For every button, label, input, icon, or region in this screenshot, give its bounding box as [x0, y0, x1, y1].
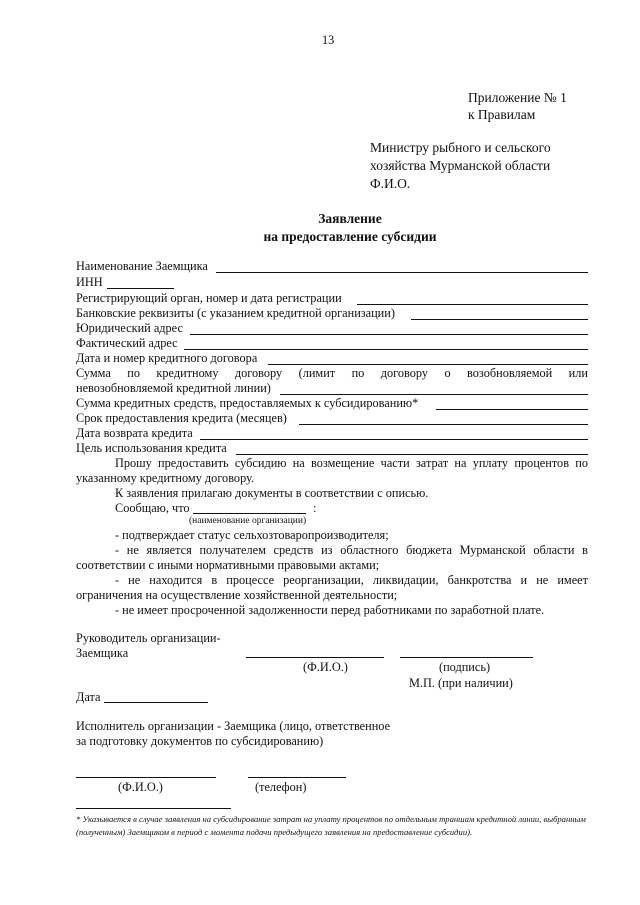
statement-2-cont: соответствии с иными нормативными правовыми актами;: [76, 558, 380, 572]
field-inn-line[interactable]: [107, 288, 174, 289]
request-paragraph: Прошу предоставить субсидию на возмещение части затрат на уплату процентов по: [115, 456, 588, 470]
statement-3: - не находится в процессе реорганизации, ликвидации, банкротства и не имеет: [115, 573, 588, 587]
page-number: 13: [322, 33, 335, 47]
head-signature-caption: (подпись): [439, 660, 491, 674]
field-inn-label: ИНН: [76, 275, 103, 289]
org-name-line[interactable]: [193, 513, 306, 514]
stamp-caption: М.П. (при наличии): [409, 676, 513, 690]
field-borrower-name-line[interactable]: [216, 272, 588, 273]
field-credit-amount-label-2: невозобновляемой кредитной линии): [76, 381, 271, 395]
head-label: Руководитель организации-: [76, 631, 221, 645]
field-bank-label: Банковские реквизиты (с указанием кредитной организации): [76, 306, 395, 320]
executor-fio-caption: (Ф.И.О.): [118, 780, 163, 794]
executor-phone-caption: (телефон): [255, 780, 307, 794]
statement-1: - подтверждает статус сельхозтоваропроизводителя;: [115, 528, 389, 542]
document-title: Заявление: [318, 211, 382, 226]
statement-4: - не имеет просроченной задолженности перед работниками по заработной плате.: [115, 603, 545, 617]
field-subsidized-amount-label: Сумма кредитных средств, предоставляемых к субсидированию*: [76, 396, 419, 410]
appendix-line-1: Приложение № 1: [468, 90, 567, 105]
addressee-line-3: Ф.И.О.: [370, 176, 411, 191]
field-return-date-label: Дата возврата кредита: [76, 426, 193, 440]
date-label: Дата: [76, 690, 101, 704]
statement-2: - не является получателем средств из областного бюджета Мурманской области в: [115, 543, 588, 557]
head-label-2: Заемщика: [76, 646, 129, 660]
addressee-line-1: Министру рыбного и сельского: [370, 140, 551, 155]
executor-label-2: за подготовку документов по субсидированию): [76, 734, 324, 748]
statement-3-cont: ограничения на осуществление хозяйственной деятельности;: [76, 588, 398, 602]
field-subsidized-amount-line[interactable]: [436, 409, 588, 410]
head-signature-line[interactable]: [400, 657, 533, 658]
inform-suffix: :: [313, 501, 317, 515]
addressee-line-2: хозяйства Мурманской области: [370, 158, 551, 173]
executor-label: Исполнитель организации - Заемщика (лицо, ответственное: [76, 719, 391, 733]
field-credit-amount-line[interactable]: [280, 394, 588, 395]
field-return-date-line[interactable]: [200, 439, 588, 440]
attach-text: К заявления прилагаю документы в соответствии с описью.: [115, 486, 429, 500]
field-actual-address-line[interactable]: [184, 349, 588, 350]
request-paragraph-2: указанному кредитному договору.: [76, 471, 255, 485]
executor-fio-line[interactable]: [76, 777, 216, 778]
field-registration-label: Регистрирующий орган, номер и дата регистрации: [76, 291, 342, 305]
field-bank-line[interactable]: [411, 319, 588, 320]
field-legal-address-label: Юридический адрес: [76, 321, 183, 335]
document-subtitle: на предоставление субсидии: [263, 229, 437, 244]
field-purpose-line[interactable]: [236, 454, 588, 455]
field-credit-amount-label: Сумма по кредитному договору (лимит по договору о возобновляемой или: [76, 366, 588, 380]
field-actual-address-label: Фактический адрес: [76, 336, 178, 350]
head-fio-line[interactable]: [246, 657, 384, 658]
field-legal-address-line[interactable]: [190, 334, 588, 335]
appendix-line-2: к Правилам: [468, 107, 536, 122]
footnote-separator: [76, 808, 231, 809]
field-term-line[interactable]: [299, 424, 588, 425]
field-contract-label: Дата и номер кредитного договора: [76, 351, 258, 365]
field-purpose-label: Цель использования кредита: [76, 441, 227, 455]
head-fio-caption: (Ф.И.О.): [303, 660, 348, 674]
inform-prefix: Сообщаю, что: [115, 501, 190, 515]
field-borrower-name-label: Наименование Заемщика: [76, 259, 208, 273]
field-term-label: Срок предоставления кредита (месяцев): [76, 411, 287, 425]
footnote: * Указывается в случае заявления на субсидирование затрат на уплату процентов по отдельным траншам кредитной линии, выбранным (полученным) Заемщиком в период с момента подачи предыдущего заявления на предоставление субсидии).: [76, 814, 586, 837]
field-contract-line[interactable]: [268, 364, 588, 365]
field-registration-line[interactable]: [357, 304, 588, 305]
executor-phone-line[interactable]: [248, 777, 346, 778]
org-name-caption: (наименование организации): [189, 516, 307, 526]
date-line[interactable]: [104, 702, 208, 703]
